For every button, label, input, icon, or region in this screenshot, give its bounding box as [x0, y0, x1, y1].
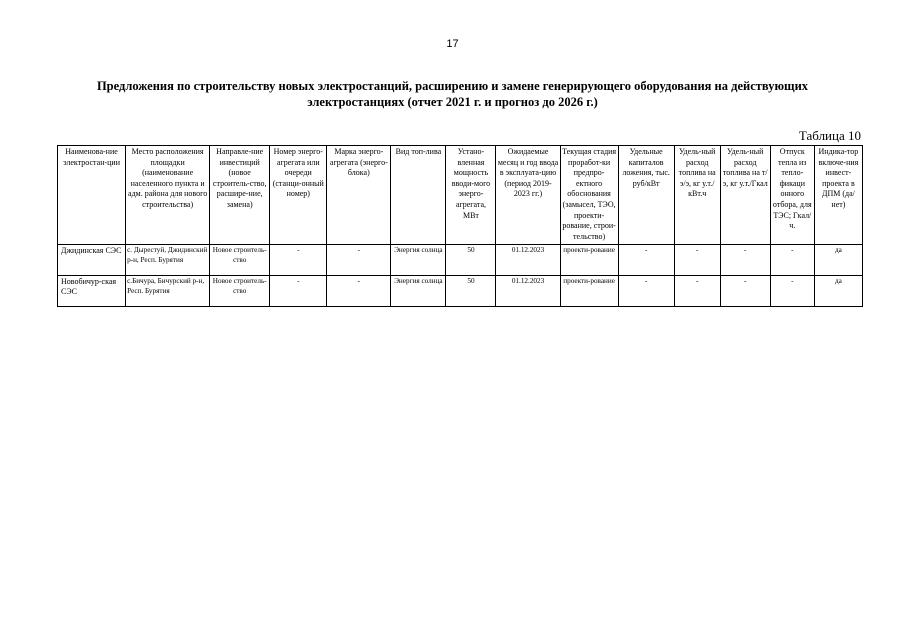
cell-unit-model: -: [327, 276, 391, 307]
header-dpm-indicator: Индика-тор включе-ния инвест-проекта в ДПМ (да/нет): [814, 146, 862, 245]
header-investment-type: Направле-ние инвестиций (новое строитель-ство, расшире-ние, замена): [210, 146, 270, 245]
cell-capital-cost: -: [618, 245, 674, 276]
cell-fuel-rate-heat: -: [720, 276, 770, 307]
cell-station-name: Джидинская СЭС: [58, 245, 126, 276]
cell-unit-number: -: [270, 245, 327, 276]
cell-capacity: 50: [446, 245, 496, 276]
header-unit-number: Номер энерго-агрегата или очереди (станци-онный номер): [270, 146, 327, 245]
cell-investment-type: Новое строитель-ство: [210, 245, 270, 276]
header-capacity: Устано-вленная мощность вводи-мого энерго-агрегата, МВт: [446, 146, 496, 245]
cell-location: с. Дырестуй, Джидинский р-н, Респ. Бурятия: [126, 245, 210, 276]
investment-table: [57, 145, 863, 307]
cell-unit-number: -: [270, 276, 327, 307]
cell-fuel-type: Энергия солнца: [391, 245, 446, 276]
cell-location: с.Бичура, Бичурский р-н, Респ. Бурятия: [126, 276, 210, 307]
header-capital-cost: Удельные капиталов ложения, тыс. руб/кВт: [618, 146, 674, 245]
cell-fuel-type: Энергия солнца: [391, 276, 446, 307]
header-location: Место расположения площадки (наименование населенного пункта и адм. района для нового строительства): [126, 146, 210, 245]
table-row: [58, 245, 863, 276]
cell-fuel-rate-heat: -: [720, 245, 770, 276]
cell-fuel-rate-electric: -: [674, 276, 720, 307]
page-number: 17: [446, 38, 459, 50]
cell-unit-model: -: [327, 245, 391, 276]
cell-heat-supply: -: [770, 245, 814, 276]
cell-station-name: Новобичур-ская СЭС: [58, 276, 126, 307]
header-current-stage: Текущая стадия проработ-ки предпро-ектного обоснования (замысел, ТЭО, проекти-рование, строи-тельство): [560, 146, 618, 245]
cell-commissioning-date: 01.12.2023: [496, 245, 560, 276]
table-header-row: [58, 146, 863, 245]
table-row: [58, 276, 863, 307]
header-fuel-rate-electric: Удель-ный расход топлива на э/э, кг у.т./кВт.ч: [674, 146, 720, 245]
header-station-name: Наименова-ние электростан-ции: [58, 146, 126, 245]
cell-current-stage: проекти-рование: [560, 276, 618, 307]
header-commissioning-date: Ожидаемые месяц и год ввода в эксплуата-цию (период 2019-2023 гг.): [496, 146, 560, 245]
cell-commissioning-date: 01.12.2023: [496, 276, 560, 307]
cell-capital-cost: -: [618, 276, 674, 307]
cell-investment-type: Новое строитель-ство: [210, 276, 270, 307]
document-title: Предложения по строительству новых электростанций, расширению и замене генерирующего оборудования на действующих электростанциях (отчет 2021 г. и прогноз до 2026 г.): [96, 79, 809, 109]
cell-dpm-indicator: да: [814, 276, 862, 307]
cell-heat-supply: -: [770, 276, 814, 307]
header-unit-model: Марка энерго-агрегата (энерго-блока): [327, 146, 391, 245]
cell-fuel-rate-electric: -: [674, 245, 720, 276]
cell-capacity: 50: [446, 276, 496, 307]
header-fuel-rate-heat: Удель-ный расход топлива на т/э, кг у.т./Гкал: [720, 146, 770, 245]
header-heat-supply: Отпуск тепла из тепло-фикаци онного отбора, для ТЭС; Гкал/ч.: [770, 146, 814, 245]
cell-dpm-indicator: да: [814, 245, 862, 276]
cell-current-stage: проекти-рование: [560, 245, 618, 276]
header-fuel-type: Вид топ-лива: [391, 146, 446, 245]
table-label: Таблица 10: [798, 128, 861, 143]
